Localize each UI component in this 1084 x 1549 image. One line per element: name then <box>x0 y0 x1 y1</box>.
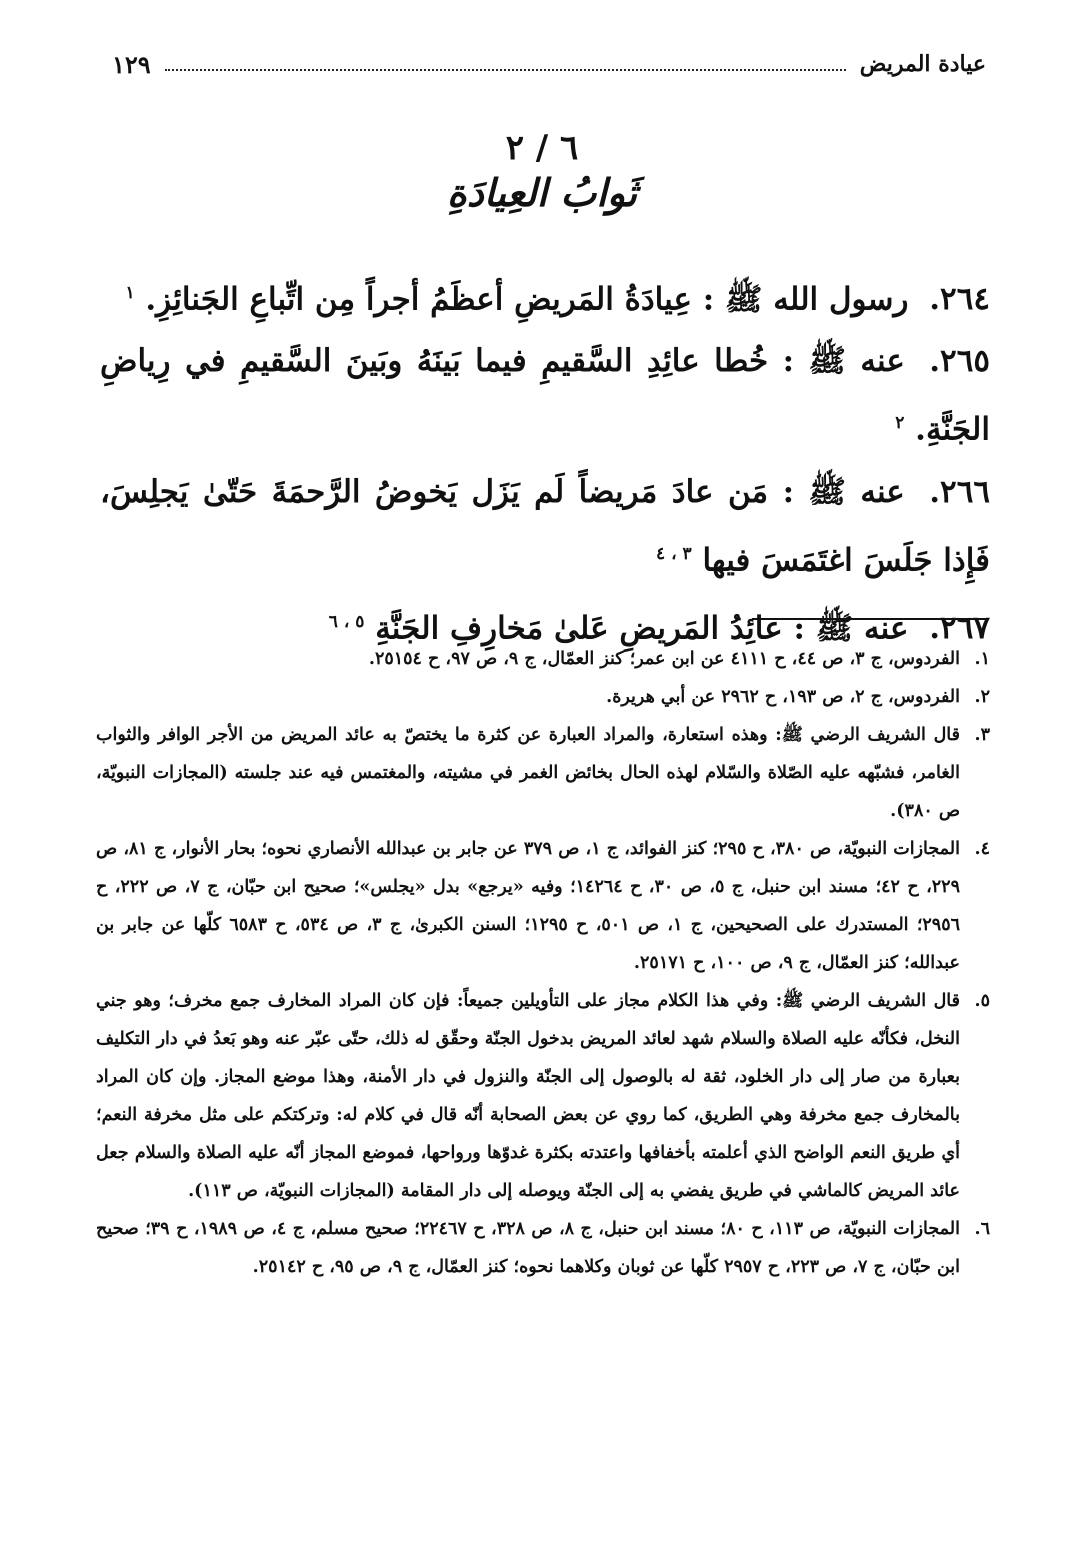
footnote-ref[interactable]: ٥ ، ٦ <box>328 611 365 632</box>
footnote-ref[interactable]: ١ <box>125 283 135 303</box>
footnote-number: ١. <box>974 649 990 669</box>
footnote-divider <box>752 618 988 620</box>
section-number: ٦ / ٢ <box>505 128 579 168</box>
hadith-text: عنه ﷺ : خُطا عائِدِ السَّقيمِ فيما بَينَهُ وبَينَ السَّقيمِ في رِياضِ الجَنَّةِ. <box>100 343 990 448</box>
hadith-number: ٢٦٤. <box>929 281 990 318</box>
footnote-3 <box>96 716 990 830</box>
hadith-text: عنه ﷺ : مَن عادَ مَريضاً لَم يَزَل يَخوضُ الرَّحمَةَ حَتّىٰ يَجلِسَ، فَإِذا جَلَسَ اغتَمَسَ فيها <box>100 473 990 578</box>
footnote-text: المجازات النبويّة، ص ٣٨٠، ح ٢٩٥؛ كنز الفوائد، ج ١، ص ٣٧٩ عن جابر بن عبدالله الأنصاري نحوه؛ بحار الأنوار، ج ٨١، ص ٢٢٩، ح ٤٢؛ مسند ابن حنبل، ج ٥، ص ٣٠، ح ١٤٢٦٤؛ وفيه «يرجع» بدل «يجلس»؛ صحيح ابن حبّان، ج ٧، ص ٢٢٢، ح ٢٩٥٦؛ المستدرك على الصحيحين، ج ١، ص ٥٠١، ح ١٢٩٥؛ السنن الكبرىٰ، ج ٣، ص ٥٣٤، ح ٦٥٨٣ كلّها عن جابر بن عبدالله؛ كنز العمّال، ج ٩، ص ١٠٠، ح ٢٥١٧١. <box>96 839 960 973</box>
hadith-266 <box>100 461 990 591</box>
footnote-text: قال الشريف الرضي ﷺ: وفي هذا الكلام مجاز على التأويلين جميعاً: فإن كان المراد المخارف جمع مخرف؛ وهو جني النخل، فكأنّه عليه الصلاة والسلام شهد لعائد المريض بدخول الجنّة وحقّق له ذلك، حتّى عبّر عنه وهو بَعدُ في دار التكليف بعبارة من صار إلى دار الخلود، ثقة له بالوصول إلى الجنّة والنزول في دار الأمنة، وهذا موضع المجاز. وإن كان المراد بالمخارف جمع مخرفة وهي الطريق، كما روي عن بعض الصحابة أنّه قال في كلام له: وتركتكم على مثل مخرفة النعم؛ أي طريق النعم الواضح الذي أعلمته بأخفافها واعتدته بكثرة غدوّها ورواحها، فموضع المجاز أنّه عليه الصلاة والسلام جعل عائد المريض كالماشي في طريق يفضي به إلى الجنّة ويوصله إلى دار المقامة (المجازات النبويّة، ص ١١٣). <box>96 991 960 1201</box>
footnote-4 <box>96 830 990 982</box>
footnote-number: ٤. <box>974 839 990 859</box>
footnote-number: ٥. <box>974 991 990 1011</box>
hadith-number: ٢٦٧. <box>929 610 990 647</box>
footnote-text: الفردوس، ج ٣، ص ٤٤، ح ٤١١١ عن ابن عمر؛ كنز العمّال، ج ٩، ص ٩٧، ح ٢٥١٥٤. <box>368 649 960 669</box>
footnote-text: الفردوس، ج ٢، ص ١٩٣، ح ٢٩٦٢ عن أبي هريرة. <box>606 687 960 707</box>
hadith-number: ٢٦٦. <box>929 473 990 510</box>
footnote-ref[interactable]: ٢ <box>895 413 905 434</box>
footnote-text: قال الشريف الرضي ﷺ: وهذه استعارة، والمراد العبارة عن كثرة ما يختصّ به عائد المريض من الأجر الوافر والثواب الغامر، فشبّهه عليه الصّلاة والسّلام لهذه الحال بخائض الغمر في مشيته، والمغتمس فيه عند جلسته (المجازات النبويّة، ص ٣٨٠). <box>96 725 960 821</box>
footnote-1 <box>96 640 990 678</box>
section-title: ثَوابُ العِيادَةِ <box>446 170 638 215</box>
footnote-2 <box>96 678 990 716</box>
footnote-number: ٦. <box>974 1219 990 1239</box>
footnote-number: ٢. <box>974 687 990 707</box>
footnote-text: المجازات النبويّة، ص ١١٣، ح ٨٠؛ مسند ابن حنبل، ج ٨، ص ٣٢٨، ح ٢٢٤٦٧؛ صحيح مسلم، ج ٤، ص ١٩٨٩، ح ٣٩؛ صحيح ابن حبّان، ج ٧، ص ٢٢٣، ح ٢٩٥٧ كلّها عن ثوبان وكلاهما نحوه؛ كنز العمّال، ج ٩، ص ٩٥، ح ٢٥١٤٢. <box>96 1219 960 1277</box>
footnotes <box>96 640 990 1286</box>
footnote-ref[interactable]: ٣ ، ٤ <box>656 543 692 564</box>
footnote-6 <box>96 1210 990 1286</box>
hadith-number: ٢٦٥. <box>929 343 990 380</box>
leader-dots <box>165 57 846 71</box>
running-header <box>112 44 986 84</box>
hadith-264 <box>100 262 990 330</box>
hadith-list <box>100 262 990 659</box>
page-number: ١٢٩ <box>112 49 151 79</box>
footnote-number: ٣. <box>974 725 990 745</box>
footnote-5 <box>96 982 990 1210</box>
hadith-text: رسول الله ﷺ : عِيادَةُ المَريضِ أعظَمُ أجراً مِن اتِّباعِ الجَنائِزِ. <box>145 281 909 318</box>
hadith-text: عنه ﷺ : عائِدُ المَريضِ عَلىٰ مَخارِفِ الجَنَّةِ <box>375 610 909 647</box>
hadith-265 <box>100 330 990 460</box>
running-title: عيادة المريض <box>859 51 986 77</box>
